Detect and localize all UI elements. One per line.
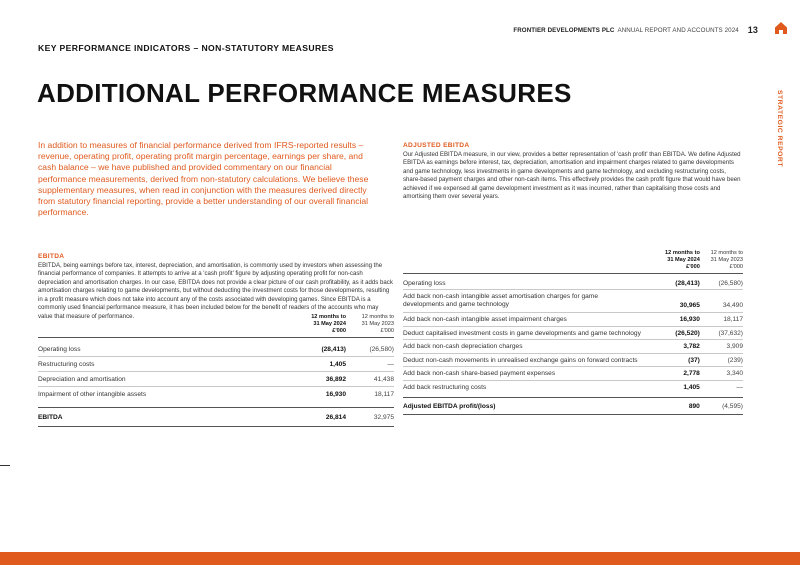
table-row: Add back non-cash depreciation charges 3,782 3,909 — [403, 340, 743, 354]
page-title: ADDITIONAL PERFORMANCE MEASURES — [37, 78, 572, 108]
table-row: Add back non-cash intangible asset amortisation charges for game developments and game technology 30,965 34,490 — [403, 290, 743, 313]
adjusted-ebitda-section — [403, 142, 743, 202]
column-header-prior: 12 months to 31 May 2023 £'000 — [361, 314, 394, 334]
adjusted-ebitda-heading: ADJUSTED EBITDA — [403, 142, 470, 149]
column-header-prior: 12 months to 31 May 2023 £'000 — [710, 250, 743, 270]
margin-marker — [0, 465, 10, 466]
ebitda-heading: EBITDA — [38, 253, 65, 260]
table-row: Depreciation and amortisation 36,892 41,438 — [38, 372, 394, 387]
ebitda-section — [38, 253, 394, 321]
ebitda-description: EBITDA, being earnings before tax, interest, depreciation, and amortisation, is commonly used by investors when assessing the financial performance of companies. It attempts to arrive at a 'cash profit' figure by adjusting operating profit for non-cash depreciation and amortisation charges. In our case, EBITDA does not provide a clear picture of our cash profitability, as it adds back amortisation charges relating to game developments, but without deducting the investment costs for those developments, resulting in a profit measure which does not take into account any of the costs associated with developing games. Since EBITDA is a commonly used financial performance measure, it has been included below for the benefit of readers of the accounts who may value that measure of performance. — [38, 262, 393, 320]
column-header-current: 12 months to 31 May 2024 £'000 — [665, 250, 700, 270]
intro-paragraph: In addition to measures of financial performance derived from IFRS-reported results – revenue, operating profit, operating profit margin percentage, earnings per share, and cash balance – we have published and provided commentary on our financial performance measurements, derived from non-statutory calculations. We believe these supplementary measures, when read in conjunction with the measures derived directly from statutory financial reporting, provide a better understanding of our overall financial performance. — [38, 140, 369, 218]
table-row: Add back restructuring costs 1,405 — — [403, 383, 743, 391]
table-row: Operating loss (28,413) (26,580) — [403, 274, 743, 290]
table-row: Deduct non-cash movements in unrealised exchange gains on forward contracts (37) (239) — [403, 353, 743, 367]
report-name: ANNUAL REPORT AND ACCOUNTS 2024 — [617, 26, 739, 34]
table-row: Add back non-cash share-based payment expenses 2,778 3,340 — [403, 367, 743, 381]
side-tab[interactable] — [776, 90, 790, 185]
running-header — [513, 22, 758, 38]
table-row: Operating loss (28,413) (26,580) — [38, 338, 394, 357]
adjusted-ebitda-description: Our Adjusted EBITDA measure, in our view, provides a better representation of 'cash profit' than EBITDA. We define Adjusted EBITDA as earnings before interest, tax, depreciation, amortisation and impairment charges related to game developments and game technology, less investments in game developments and game technology, and excluding restructuring costs, share-based payment charges and other non-cash items. This effectively provides the cash profit figure that would have been achieved if we expensed all game development investment as it was incurred, rather than capitalising those costs and amortising them over several years. — [403, 151, 741, 201]
page-number: 13 — [747, 25, 758, 35]
table-row: Impairment of other intangible assets 16,930 18,117 — [38, 391, 394, 399]
home-icon[interactable] — [774, 21, 788, 35]
adjusted-ebitda-table — [403, 250, 743, 415]
table-header-row — [403, 250, 743, 274]
table-row: Add back non-cash intangible asset impairment charges 16,930 18,117 — [403, 313, 743, 327]
section-label: KEY PERFORMANCE INDICATORS – NON-STATUTORY MEASURES — [38, 43, 334, 53]
table-total-row: Adjusted EBITDA profit/(loss) 890 (4,595) — [403, 398, 743, 415]
table-row: Deduct capitalised investment costs in game developments and game technology (26,520) (37,632) — [403, 326, 743, 340]
column-header-current: 12 months to 31 May 2024 £'000 — [311, 314, 346, 334]
table-row: Restructuring costs 1,405 — — [38, 357, 394, 372]
side-tab-label: STRATEGIC REPORT — [776, 90, 783, 167]
table-header-row — [38, 314, 394, 338]
footer-bar — [0, 552, 800, 565]
table-total-row: EBITDA 26,814 32,975 — [38, 408, 394, 427]
company-name: FRONTIER DEVELOPMENTS PLC — [513, 26, 615, 34]
ebitda-table — [38, 314, 394, 427]
